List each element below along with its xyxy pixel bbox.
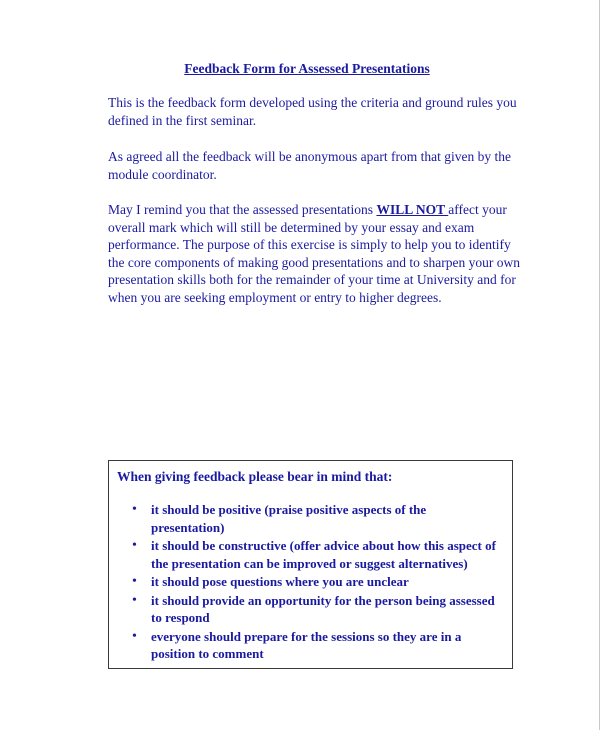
bullet-icon: •	[132, 538, 137, 553]
guideline-item	[109, 501, 509, 536]
guideline-item	[109, 573, 509, 591]
intro-paragraph: This is the feedback form developed using the criteria and ground rules you defined in the first seminar.	[108, 95, 517, 128]
bullet-icon: •	[132, 628, 137, 644]
feedback-guidelines-box	[108, 460, 513, 669]
document-title: Feedback Form for Assessed Presentations	[184, 61, 430, 76]
bullet-icon: •	[132, 502, 137, 517]
guideline-text: it should provide an opportunity for the person being assessed to respond	[151, 592, 495, 625]
guideline-item	[109, 537, 509, 572]
guidelines-list	[109, 501, 509, 664]
purpose-paragraph	[108, 201, 528, 306]
bullet-icon: •	[132, 574, 137, 589]
bullet-icon: •	[132, 592, 137, 608]
guideline-text: it should pose questions where you are unclear	[151, 574, 409, 589]
guideline-item	[109, 592, 509, 627]
anonymity-paragraph: As agreed all the feedback will be anonymous apart from that given by the module coordinator.	[108, 149, 511, 182]
purpose-text-start: May I remind you that the assessed presentations	[108, 202, 377, 217]
guideline-text: it should be positive (praise positive aspects of the presentation)	[151, 502, 427, 535]
guideline-text: everyone should prepare for the sessions so they are in a position to comment	[151, 628, 462, 661]
guideline-item	[109, 628, 509, 663]
guideline-text: it should be constructive (offer advice about how this aspect of the presentation can be improved or suggest alternatives)	[151, 538, 496, 571]
guidelines-heading: When giving feedback please bear in mind that:	[117, 469, 393, 484]
purpose-text-end: affect your overall mark which will still be determined by your essay and exam performance. The purpose of this exercise is simply to help you to identify the core components of making good presentations and to sharpen your own presentation skills both for the remainder of your time at University and for when you are seeking employment or entry to higher degrees.	[108, 202, 521, 305]
will-not-emphasis: WILL NOT	[376, 202, 449, 217]
